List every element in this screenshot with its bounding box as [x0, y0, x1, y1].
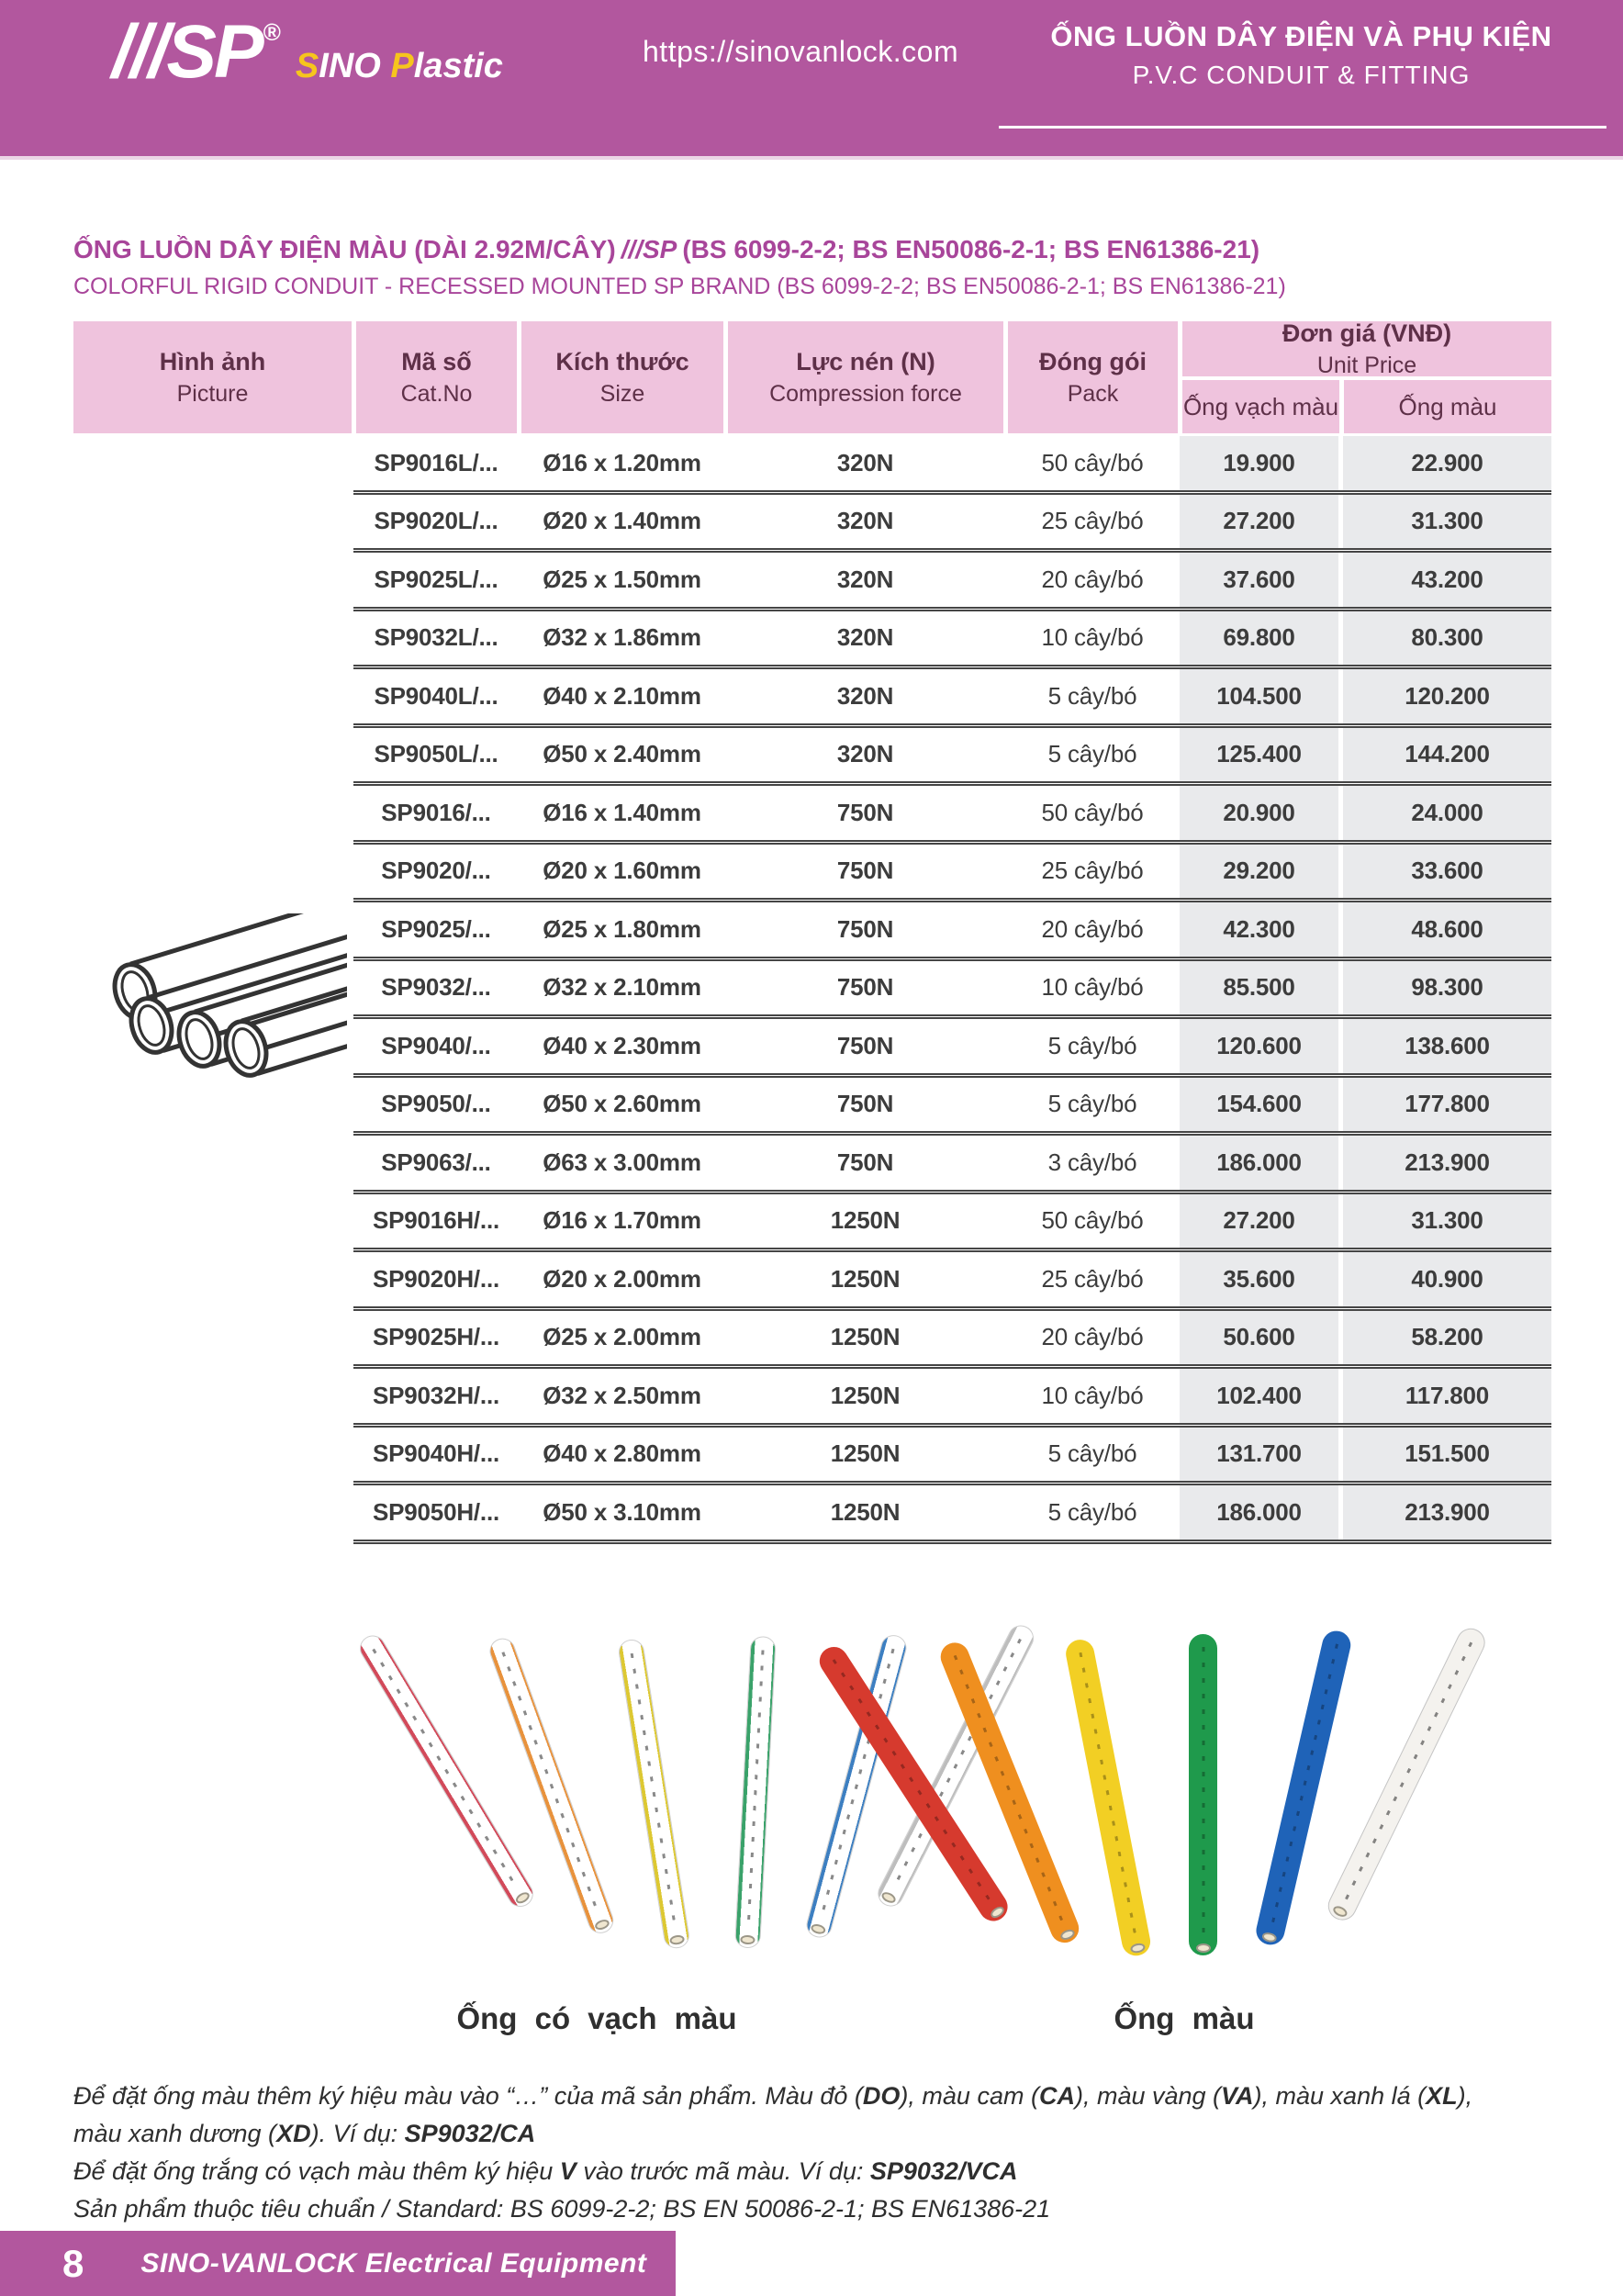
note-text: Sản phẩm thuộc tiêu chuẩn / Standard: BS 6099-2-2; BS EN 50086-2-1; BS EN61386-21 [73, 2195, 1051, 2223]
tube-open-end [1260, 1932, 1277, 1943]
cell-price-solid: 117.800 [1343, 1369, 1551, 1423]
tube-open-end [740, 1935, 756, 1945]
cell-catno: SP9040H/... [373, 1439, 499, 1468]
table-row [353, 1019, 1551, 1078]
table-row [353, 1078, 1551, 1137]
cell-price-striped: 154.600 [1180, 1078, 1338, 1132]
solid-conduit-label: Ống màu [1114, 2001, 1255, 2035]
table-row [353, 611, 1551, 670]
col-header-vi: Hình ảnh [159, 347, 266, 375]
tube-open-end [514, 1890, 532, 1906]
cell-force: 1250N [830, 1206, 901, 1235]
tube-open-end [1196, 1943, 1211, 1953]
conduit-tube [1324, 1624, 1490, 1925]
cell-force: 320N [836, 740, 894, 768]
cell-size: Ø20 x 2.00mm [543, 1264, 701, 1293]
cell-pack: 5 cây/bó [1047, 1090, 1137, 1118]
cell-price-solid: 98.300 [1343, 961, 1551, 1015]
cell-pack: 50 cây/bó [1041, 448, 1144, 476]
cell-pack: 50 cây/bó [1041, 1206, 1144, 1235]
brand-letters: lastic [413, 47, 503, 86]
cell-size: Ø25 x 1.80mm [543, 914, 701, 943]
col-header-en: Picture [176, 380, 249, 407]
table-row [353, 902, 1551, 961]
cell-force: 750N [836, 1031, 894, 1059]
tube-open-end [669, 1934, 685, 1945]
cell-price-solid: 151.500 [1343, 1428, 1551, 1482]
table-row [353, 1311, 1551, 1370]
cell-price-striped: 29.200 [1180, 845, 1338, 899]
note-code: VA [1221, 2082, 1254, 2110]
cell-pack: 5 cây/bó [1047, 681, 1137, 710]
table-row [353, 845, 1551, 903]
website-url[interactable]: https://sinovanlock.com [643, 35, 959, 68]
cell-price-solid: 43.200 [1343, 553, 1551, 607]
cell-force: 320N [836, 623, 894, 652]
table-body [353, 436, 1551, 1544]
cell-price-striped: 69.800 [1180, 611, 1338, 666]
cell-force: 1250N [830, 1264, 901, 1293]
col-header-en: Size [599, 380, 645, 407]
cell-force: 320N [836, 681, 894, 710]
cell-pack: 5 cây/bó [1047, 1031, 1137, 1059]
note-code: DO [862, 2082, 901, 2110]
tube-print-marking [747, 1650, 765, 1927]
cell-catno: SP9016H/... [373, 1206, 499, 1235]
tube-open-end [810, 1922, 826, 1935]
section-title-vi [73, 235, 1286, 264]
note-text: vào trước mã màu. Ví dụ: [576, 2157, 870, 2185]
col-header-en: Unit Price [1316, 352, 1417, 378]
note-text: ), [1457, 2082, 1473, 2110]
cell-price-solid: 80.300 [1343, 611, 1551, 666]
cell-price-solid: 22.900 [1343, 436, 1551, 490]
cell-pack: 5 cây/bó [1047, 1497, 1137, 1526]
conduit-tube [734, 1636, 777, 1949]
cell-force: 320N [836, 565, 894, 593]
cell-size: Ø40 x 2.10mm [543, 681, 701, 710]
cell-pack: 20 cây/bó [1041, 1323, 1144, 1351]
tube-print-marking [1079, 1652, 1136, 1936]
cell-catno: SP9020L/... [374, 507, 498, 535]
cell-size: Ø32 x 2.50mm [543, 1381, 701, 1409]
tube-print-marking [1202, 1647, 1204, 1935]
table-row [353, 1369, 1551, 1428]
cell-size: Ø32 x 1.86mm [543, 623, 701, 652]
conduit-line-art [73, 913, 347, 1143]
cell-price-striped: 42.300 [1180, 902, 1338, 957]
cell-price-striped: 27.200 [1180, 1194, 1338, 1249]
cell-price-solid: 213.900 [1343, 1485, 1551, 1540]
cell-size: Ø20 x 1.60mm [543, 857, 701, 885]
table-row [353, 553, 1551, 611]
cell-catno: SP9050L/... [374, 740, 498, 768]
table-row [353, 495, 1551, 554]
tube-open-end [880, 1890, 898, 1905]
note-code: SP9032/VCA [869, 2157, 1018, 2185]
cell-catno: SP9025/... [381, 914, 491, 943]
cell-pack: 20 cây/bó [1041, 565, 1144, 593]
cell-price-solid: 177.800 [1343, 1078, 1551, 1132]
note-line [73, 2157, 1597, 2195]
table-row [353, 961, 1551, 1020]
cell-price-striped: 125.400 [1180, 728, 1338, 782]
cell-price-solid: 31.300 [1343, 495, 1551, 549]
col-header-vi: Kích thước [555, 347, 689, 375]
table-row [353, 669, 1551, 728]
col-header-en: Pack [1067, 380, 1119, 407]
cell-size: Ø63 x 3.00mm [543, 1148, 701, 1176]
tube-open-end [1129, 1943, 1146, 1954]
header-title-vi: ỐNG LUỒN DÂY ĐIỆN VÀ PHỤ KIỆN [1050, 20, 1552, 52]
col-header-vi: Lực nén (N) [796, 347, 935, 375]
cell-force: 750N [836, 973, 894, 1002]
conduit-tube [1189, 1634, 1217, 1955]
table-row [353, 1428, 1551, 1486]
note-text: Để đặt ống trắng có vạch màu thêm ký hiệu [73, 2157, 560, 2185]
section-title-en: COLORFUL RIGID CONDUIT - RECESSED MOUNTED SP BRAND (BS 6099-2-2; BS EN50086-2-1; BS EN61386-21) [73, 274, 1286, 299]
cell-price-striped: 102.400 [1180, 1369, 1338, 1423]
cell-price-striped: 20.900 [1180, 786, 1338, 840]
conduit-tube [1064, 1637, 1153, 1957]
tube-open-end [594, 1918, 610, 1932]
sp-logo-mark: ///SP [112, 10, 262, 94]
note-code: XL [1426, 2082, 1458, 2110]
note-code: XD [276, 2120, 311, 2147]
cell-size: Ø16 x 1.40mm [543, 798, 701, 826]
ordering-notes [73, 2082, 1597, 2233]
note-text: ), màu cam ( [900, 2082, 1039, 2110]
cell-catno: SP9020/... [381, 857, 491, 885]
note-text: ), màu vàng ( [1074, 2082, 1222, 2110]
note-code: SP9032/CA [404, 2120, 536, 2147]
cell-price-solid: 213.900 [1343, 1136, 1551, 1190]
cell-catno: SP9040L/... [374, 681, 498, 710]
col-header-vi: Đóng gói [1039, 347, 1147, 375]
cell-catno: SP9040/... [381, 1031, 491, 1059]
col-header-force [728, 321, 1003, 433]
section-title-text: ỐNG LUỒN DÂY ĐIỆN MÀU (DÀI 2.92M/CÂY) [73, 235, 616, 263]
col-header-price-striped [1182, 380, 1339, 433]
cell-pack: 25 cây/bó [1041, 1264, 1144, 1293]
cell-force: 320N [836, 448, 894, 476]
cell-price-striped: 131.700 [1180, 1428, 1338, 1482]
cell-size: Ø40 x 2.80mm [543, 1439, 701, 1468]
conduit-tube [936, 1639, 1083, 1947]
note-line [73, 2120, 1597, 2157]
sp-logo-brand [296, 47, 503, 86]
cell-catno: SP9020H/... [373, 1264, 499, 1293]
cell-size: Ø16 x 1.70mm [543, 1206, 701, 1235]
tube-print-marking [1344, 1641, 1472, 1900]
cell-price-striped: 186.000 [1180, 1485, 1338, 1540]
sp-logo [112, 10, 503, 94]
cell-catno: SP9032H/... [373, 1381, 499, 1409]
registered-mark-icon: ® [263, 18, 281, 46]
cell-force: 750N [836, 798, 894, 826]
table-row [353, 1136, 1551, 1194]
cell-price-solid: 33.600 [1343, 845, 1551, 899]
cell-catno: SP9016L/... [374, 448, 498, 476]
cell-force: 750N [836, 1090, 894, 1118]
note-line [73, 2195, 1597, 2233]
page-number: 8 [62, 2241, 84, 2285]
cell-price-solid: 58.200 [1343, 1311, 1551, 1365]
cell-force: 1250N [830, 1323, 901, 1351]
cell-pack: 25 cây/bó [1041, 507, 1144, 535]
col-header-vi: Ống màu [1398, 392, 1497, 420]
header-title-en: P.V.C CONDUIT & FITTING [1132, 61, 1471, 89]
note-text: màu xanh dương ( [73, 2120, 277, 2147]
tube-print-marking [631, 1653, 677, 1928]
cell-pack: 50 cây/bó [1041, 798, 1144, 826]
col-header-vi: Mã số [401, 347, 472, 375]
cell-size: Ø16 x 1.20mm [543, 448, 701, 476]
cell-force: 1250N [830, 1497, 901, 1526]
note-line [73, 2082, 1597, 2120]
tube-print-marking [1270, 1643, 1338, 1925]
cell-price-striped: 186.000 [1180, 1136, 1338, 1190]
brand-letter: S [295, 47, 319, 86]
cell-price-striped: 85.500 [1180, 961, 1338, 1015]
cell-catno: SP9025L/... [374, 565, 498, 593]
cell-price-striped: 50.600 [1180, 1311, 1338, 1365]
col-header-en: Cat.No [400, 380, 473, 407]
cell-size: Ø32 x 2.10mm [543, 973, 701, 1002]
note-code: CA [1038, 2082, 1075, 2110]
cell-pack: 20 cây/bó [1041, 914, 1144, 943]
col-header-price-solid [1344, 380, 1551, 433]
table-row [353, 1252, 1551, 1311]
cell-pack: 10 cây/bó [1041, 623, 1144, 652]
brand-letters: INO [319, 47, 381, 86]
table-row [353, 1194, 1551, 1253]
table-row [353, 786, 1551, 845]
solid-conduit-image [918, 1607, 1505, 1955]
cell-force: 1250N [830, 1439, 901, 1468]
table-row [353, 436, 1551, 495]
cell-pack: 5 cây/bó [1047, 740, 1137, 768]
tube-open-end [1331, 1904, 1349, 1919]
cell-size: Ø25 x 2.00mm [543, 1323, 701, 1351]
tube-open-end [1058, 1928, 1076, 1942]
cell-size: Ø25 x 1.50mm [543, 565, 701, 593]
col-header-size [521, 321, 723, 433]
note-code: V [559, 2157, 576, 2185]
footer-text: SINO-VANLOCK Electrical Equipment [140, 2247, 647, 2279]
tube-open-end [989, 1905, 1006, 1921]
cell-catno: SP9050/... [381, 1090, 491, 1118]
cell-force: 750N [836, 1148, 894, 1176]
cell-price-striped: 120.600 [1180, 1019, 1338, 1073]
cell-force: 1250N [830, 1381, 901, 1409]
table-row [353, 1485, 1551, 1544]
cell-catno: SP9050H/... [373, 1497, 499, 1526]
col-header-catno [356, 321, 517, 433]
sp-inline-logo: ///SP [621, 235, 677, 263]
cell-price-solid: 144.200 [1343, 728, 1551, 782]
cell-force: 750N [836, 914, 894, 943]
cell-size: Ø40 x 2.30mm [543, 1031, 701, 1059]
section-title [73, 235, 1286, 300]
cell-size: Ø50 x 3.10mm [543, 1497, 701, 1526]
section-title-standards: (BS 6099-2-2; BS EN50086-2-1; BS EN61386-21) [682, 235, 1260, 263]
striped-conduit-label: Ống có vạch màu [456, 2001, 737, 2035]
cell-catno: SP9032L/... [374, 623, 498, 652]
footer-band [0, 2231, 676, 2296]
tube-print-marking [372, 1649, 517, 1887]
striped-conduit-image [275, 1607, 973, 1955]
conduit-tube [617, 1638, 691, 1950]
cell-price-striped: 27.200 [1180, 495, 1338, 549]
note-text: ). Ví dụ: [310, 2120, 405, 2147]
header-accent-line [0, 156, 1623, 160]
cell-catno: SP9016/... [381, 798, 491, 826]
brand-letter: P [390, 47, 414, 86]
col-header-en: Compression force [769, 380, 962, 407]
cell-catno: SP9025H/... [373, 1323, 499, 1351]
note-text: ), màu xanh lá ( [1253, 2082, 1427, 2110]
cell-price-solid: 120.200 [1343, 669, 1551, 723]
note-text: Để đặt ống màu thêm ký hiệu màu vào “…” của mã sản phẩm. Màu đỏ ( [73, 2082, 863, 2110]
header-title [996, 20, 1606, 90]
price-table [73, 321, 1551, 1547]
col-header-price [1182, 321, 1551, 376]
cell-pack: 3 cây/bó [1047, 1148, 1137, 1176]
cell-price-striped: 37.600 [1180, 553, 1338, 607]
col-header-picture [73, 321, 352, 433]
cell-price-solid: 48.600 [1343, 902, 1551, 957]
cell-price-striped: 19.900 [1180, 436, 1338, 490]
cell-price-striped: 104.500 [1180, 669, 1338, 723]
col-header-vi: Đơn giá (VNĐ) [1282, 319, 1452, 347]
cell-size: Ø20 x 1.40mm [543, 507, 701, 535]
header-underline [999, 126, 1606, 129]
col-header-pack [1008, 321, 1178, 433]
cell-price-solid: 31.300 [1343, 1194, 1551, 1249]
col-header-vi: Ống vạch màu [1182, 392, 1339, 420]
cell-force: 320N [836, 507, 894, 535]
cell-catno: SP9032/... [381, 973, 491, 1002]
cell-price-solid: 24.000 [1343, 786, 1551, 840]
cell-pack: 10 cây/bó [1041, 973, 1144, 1002]
cell-size: Ø50 x 2.40mm [543, 740, 701, 768]
cell-force: 750N [836, 857, 894, 885]
cell-pack: 5 cây/bó [1047, 1439, 1137, 1468]
cell-catno: SP9063/... [381, 1148, 491, 1176]
cell-price-solid: 40.900 [1343, 1252, 1551, 1306]
cell-pack: 10 cây/bó [1041, 1381, 1144, 1409]
cell-price-striped: 35.600 [1180, 1252, 1338, 1306]
cell-price-solid: 138.600 [1343, 1019, 1551, 1073]
cell-pack: 25 cây/bó [1041, 857, 1144, 885]
cell-size: Ø50 x 2.60mm [543, 1090, 701, 1118]
table-row [353, 728, 1551, 787]
header-band [0, 0, 1623, 156]
